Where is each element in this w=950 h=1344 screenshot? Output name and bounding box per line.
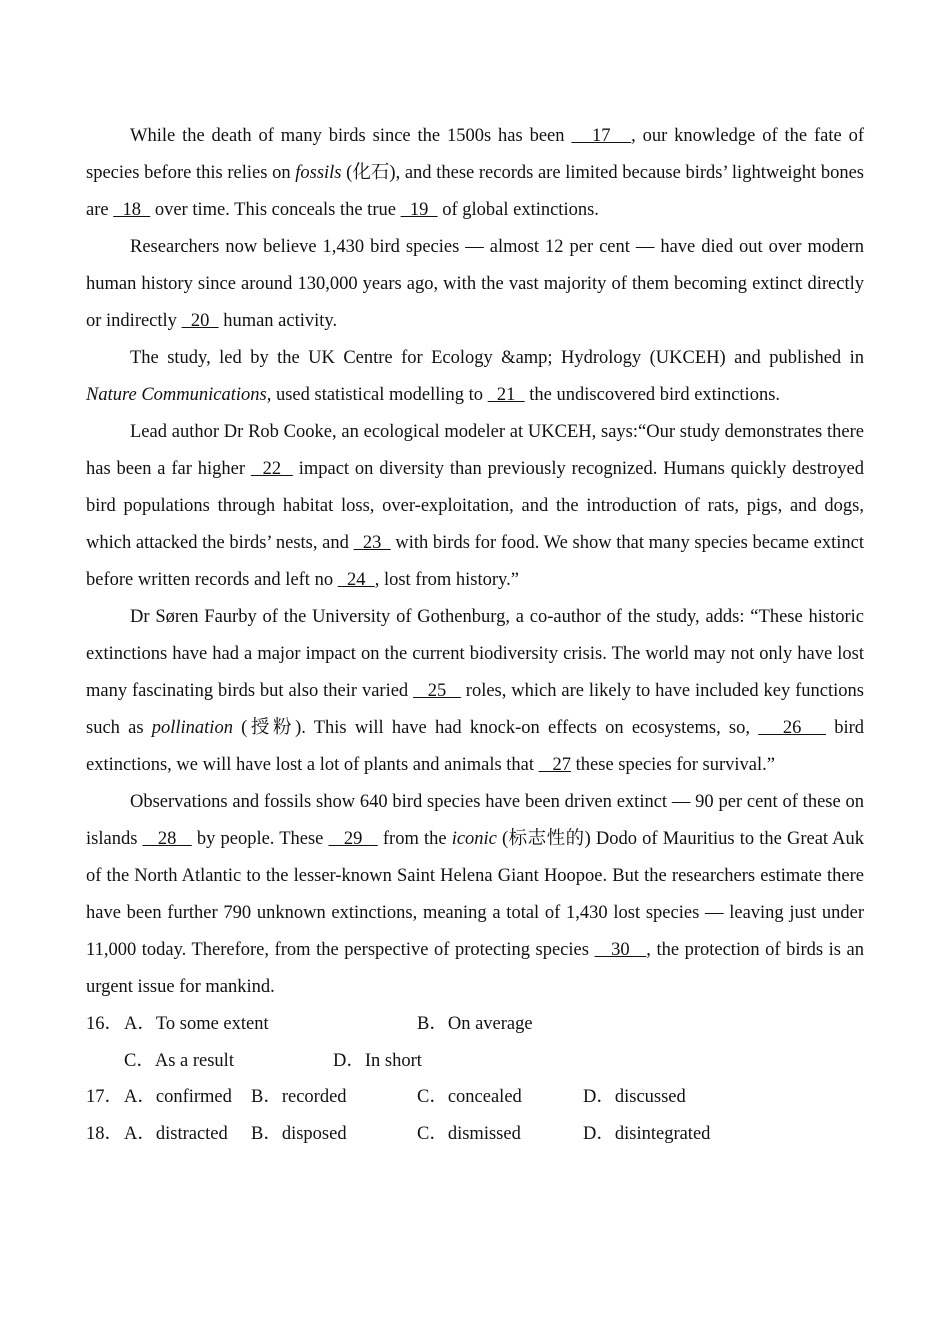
italic-term: iconic — [451, 829, 497, 849]
option-d[interactable]: D．discussed — [583, 1087, 686, 1107]
text: human activity. — [218, 311, 338, 331]
text: Dr Søren Faurby of the University of Gothenburg, a co-author of the study, adds: “These historic extinctions have had a major impact on the current biodiversity crisis. The world may not only have lost many fascinating birds but also their varied — [86, 607, 864, 701]
blank-30: 30 — [594, 940, 647, 960]
option-b[interactable]: B．On average — [417, 1014, 533, 1034]
option-a[interactable]: A．confirmed — [124, 1087, 232, 1107]
text: the undiscovered bird extinctions. — [524, 385, 781, 405]
blank-23: 23 — [353, 533, 391, 553]
option-a[interactable]: A．To some extent — [124, 1014, 269, 1034]
italic-term: Nature Communications — [86, 385, 267, 405]
text: Lead author Dr Rob Cooke, an ecological modeler at UKCEH, says:“Our study demonstrates there has been a far higher — [86, 422, 864, 479]
option-b[interactable]: B．disposed — [251, 1123, 347, 1144]
blank-17: 17 — [571, 126, 632, 146]
paragraph-5 — [86, 599, 864, 784]
text: The study, led by the UK Centre for Ecology &amp; Hydrology (UKCEH) and published in — [130, 348, 864, 368]
blank-29: 29 — [328, 829, 378, 849]
question-16-row2 — [86, 1043, 864, 1080]
text: with birds for food. We show that many species became extinct before written records and left no — [86, 533, 864, 590]
text: roles, which are likely to have included key functions such as — [86, 681, 864, 738]
text: of global extinctions. — [437, 200, 599, 220]
question-number: 16． — [86, 1014, 124, 1034]
paragraph-2 — [86, 229, 864, 340]
blank-25: 25 — [413, 681, 461, 701]
question-17-row — [86, 1079, 864, 1116]
cloze-passage — [86, 118, 864, 1152]
text: (化石), and these records are limited because birds’ lightweight bones are — [86, 163, 864, 220]
text: , the protection of birds is an urgent issue for mankind. — [86, 940, 864, 997]
italic-term: pollination — [151, 718, 233, 738]
option-c[interactable]: C．concealed — [417, 1087, 522, 1107]
text: over time. This conceals the true — [150, 200, 401, 220]
option-c[interactable]: C．dismissed — [417, 1123, 521, 1144]
blank-24: 24 — [337, 570, 375, 590]
blank-18: 18 — [113, 200, 151, 220]
paragraph-6 — [86, 784, 864, 1006]
paragraph-4 — [86, 414, 864, 599]
question-18-row — [86, 1116, 864, 1153]
blank-20: 20 — [181, 311, 219, 331]
paragraph-3 — [86, 340, 864, 414]
question-number: 18． — [86, 1123, 124, 1144]
option-a[interactable]: A．distracted — [124, 1123, 228, 1144]
blank-28: 28 — [142, 829, 192, 849]
blank-27: 27 — [538, 755, 572, 775]
text: Researchers now believe 1,430 bird species — almost 12 per cent — have died out over modern human history since around 130,000 years ago, with the vast majority of them becoming extinct directly or indirectly — [86, 237, 864, 331]
text: by people. These — [191, 829, 329, 849]
italic-term: fossils — [295, 163, 342, 183]
option-b[interactable]: B．recorded — [251, 1087, 347, 1107]
text: Observations and fossils show 640 bird species have been driven extinct — 90 per cent of these on islands — [86, 792, 864, 849]
paragraph-1 — [86, 118, 864, 229]
answer-options — [86, 1006, 864, 1152]
text: , lost from history.” — [374, 570, 519, 590]
text: (标志性的) Dodo of Mauritius to the Great Auk of the North Atlantic to the lesser-known Saint Helena Giant Hoopoe. But the researchers estimate there have been further 790 unknown extinctions, meaning a total of 1,430 lost species — leaving just under 11,000 today. Therefore, from the perspective of protecting species — [86, 829, 865, 960]
text: from the — [377, 829, 452, 849]
text: , our knowledge of the fate of species before this relies on — [86, 126, 864, 183]
text: (授粉). This will have had knock-on effects on ecosystems, so, — [232, 718, 759, 738]
text: bird extinctions, we will have lost a lot of plants and animals that — [86, 718, 864, 775]
blank-21: 21 — [487, 385, 525, 405]
option-d[interactable]: D．In short — [333, 1050, 422, 1071]
blank-26: 26 — [758, 718, 826, 738]
text: impact on diversity than previously recognized. Humans quickly destroyed bird populations through habitat loss, over-exploitation, and the introduction of rats, pigs, and dogs, which attacked the birds’ nests, and — [86, 459, 864, 553]
option-c[interactable]: C．As a result — [124, 1050, 234, 1071]
blank-22: 22 — [250, 459, 293, 479]
blank-19: 19 — [400, 200, 438, 220]
question-16-row1 — [86, 1006, 864, 1043]
option-d[interactable]: D．disintegrated — [583, 1123, 711, 1144]
text: While the death of many birds since the 1500s has been — [130, 126, 572, 146]
text: these species for survival.” — [571, 755, 775, 775]
question-number: 17． — [86, 1087, 124, 1107]
text: , used statistical modelling to — [266, 385, 488, 405]
